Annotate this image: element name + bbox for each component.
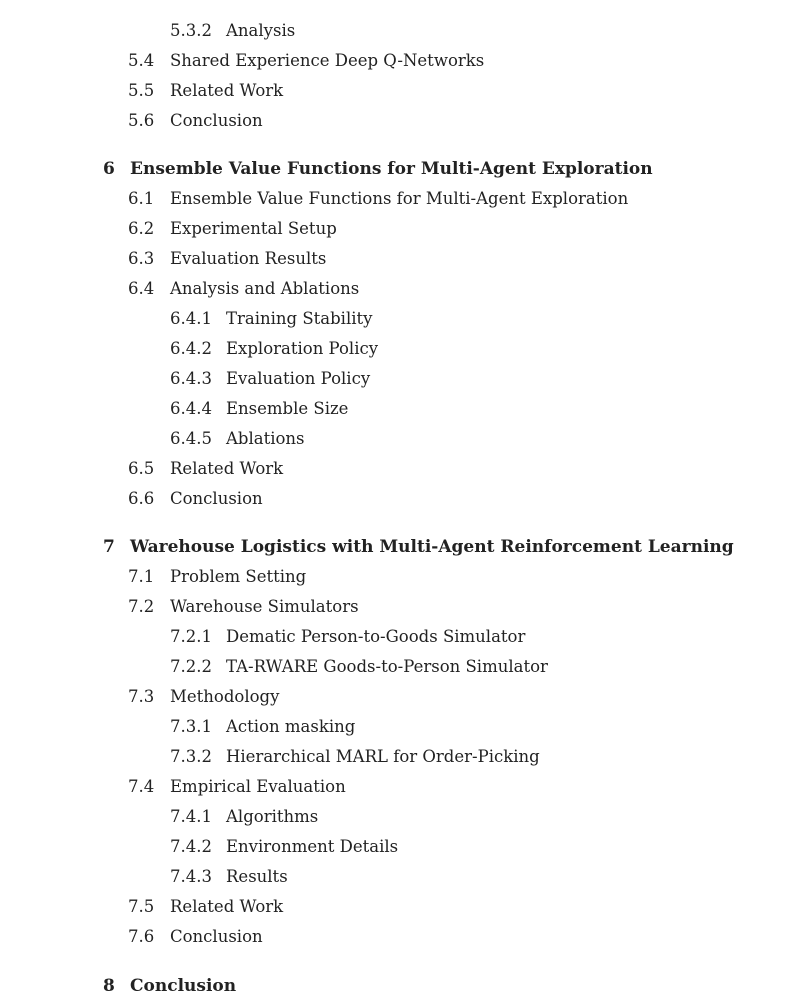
- entry-title: Problem Setting: [170, 565, 310, 589]
- entry-number: 7.3.1: [170, 717, 212, 736]
- entry-title: Related Work: [170, 895, 287, 919]
- entry-number: 7.1: [128, 567, 155, 586]
- entry-title: Exploration Policy: [226, 337, 382, 361]
- entry-title: Evaluation Results: [170, 247, 330, 271]
- entry-number: 7.4.3: [170, 867, 212, 886]
- entry-number: 6.4.5: [170, 429, 212, 448]
- entry-title: Dematic Person-to-Goods Simulator: [226, 625, 529, 649]
- entry-title: Ensemble Value Functions for Multi-Agent Exploration: [130, 159, 653, 179]
- entry-title: Related Work: [170, 79, 287, 103]
- entry-number: 7.2.2: [170, 657, 212, 676]
- entry-number: 6: [103, 159, 115, 179]
- entry-title: Ensemble Value Functions for Multi-Agent Exploration: [170, 187, 632, 211]
- entry-number: 7.2.1: [170, 627, 212, 646]
- entry-title: Ensemble Size: [226, 397, 352, 421]
- entry-number: 7.4: [128, 777, 155, 796]
- entry-number: 6.3: [128, 249, 155, 268]
- entry-number: 6.4: [128, 279, 155, 298]
- entry-number: 7: [103, 537, 115, 557]
- entry-number: 7.2: [128, 597, 155, 616]
- entry-title: Ablations: [226, 427, 309, 451]
- entry-title: TA-RWARE Goods-to-Person Simulator: [226, 655, 552, 679]
- entry-title: Conclusion: [130, 976, 237, 996]
- entry-title: Hierarchical MARL for Order-Picking: [226, 745, 544, 769]
- entry-number: 6.4.2: [170, 339, 212, 358]
- entry-number: 5.6: [128, 111, 155, 130]
- entry-title: Related Work: [170, 457, 287, 481]
- entry-number: 7.5: [128, 897, 155, 916]
- entry-title: Warehouse Logistics with Multi-Agent Reinforcement Learning: [130, 537, 734, 557]
- entry-title: Experimental Setup: [170, 217, 341, 241]
- entry-title: Conclusion: [170, 109, 267, 133]
- entry-title: Training Stability: [226, 307, 376, 331]
- entry-number: 7.4.1: [170, 807, 212, 826]
- entry-number: 6.6: [128, 489, 155, 508]
- entry-title: Conclusion: [170, 925, 267, 949]
- entry-number: 7.6: [128, 927, 155, 946]
- entry-title: Methodology: [170, 685, 283, 709]
- entry-title: Empirical Evaluation: [170, 775, 350, 799]
- entry-number: 5.3.2: [170, 21, 212, 40]
- entry-title: Analysis: [226, 19, 299, 43]
- entry-number: 7.3: [128, 687, 155, 706]
- entry-number: 6.1: [128, 189, 155, 208]
- entry-number: 8: [103, 976, 115, 996]
- entry-number: 6.5: [128, 459, 155, 478]
- entry-title: Shared Experience Deep Q-Networks: [170, 49, 488, 73]
- entry-number: 7.3.2: [170, 747, 212, 766]
- entry-title: Action masking: [226, 715, 359, 739]
- entry-title: Evaluation Policy: [226, 367, 374, 391]
- entry-number: 5.5: [128, 81, 155, 100]
- entry-title: Conclusion: [170, 487, 267, 511]
- entry-title: Warehouse Simulators: [170, 595, 363, 619]
- entry-number: 7.4.2: [170, 837, 212, 856]
- entry-title: Environment Details: [226, 835, 402, 859]
- entry-title: Results: [226, 865, 292, 889]
- entry-number: 6.2: [128, 219, 155, 238]
- entry-number: 5.4: [128, 51, 155, 70]
- entry-number: 6.4.3: [170, 369, 212, 388]
- entry-number: 6.4.1: [170, 309, 212, 328]
- entry-title: Analysis and Ablations: [170, 277, 363, 301]
- entry-title: Algorithms: [226, 805, 322, 829]
- entry-number: 6.4.4: [170, 399, 212, 418]
